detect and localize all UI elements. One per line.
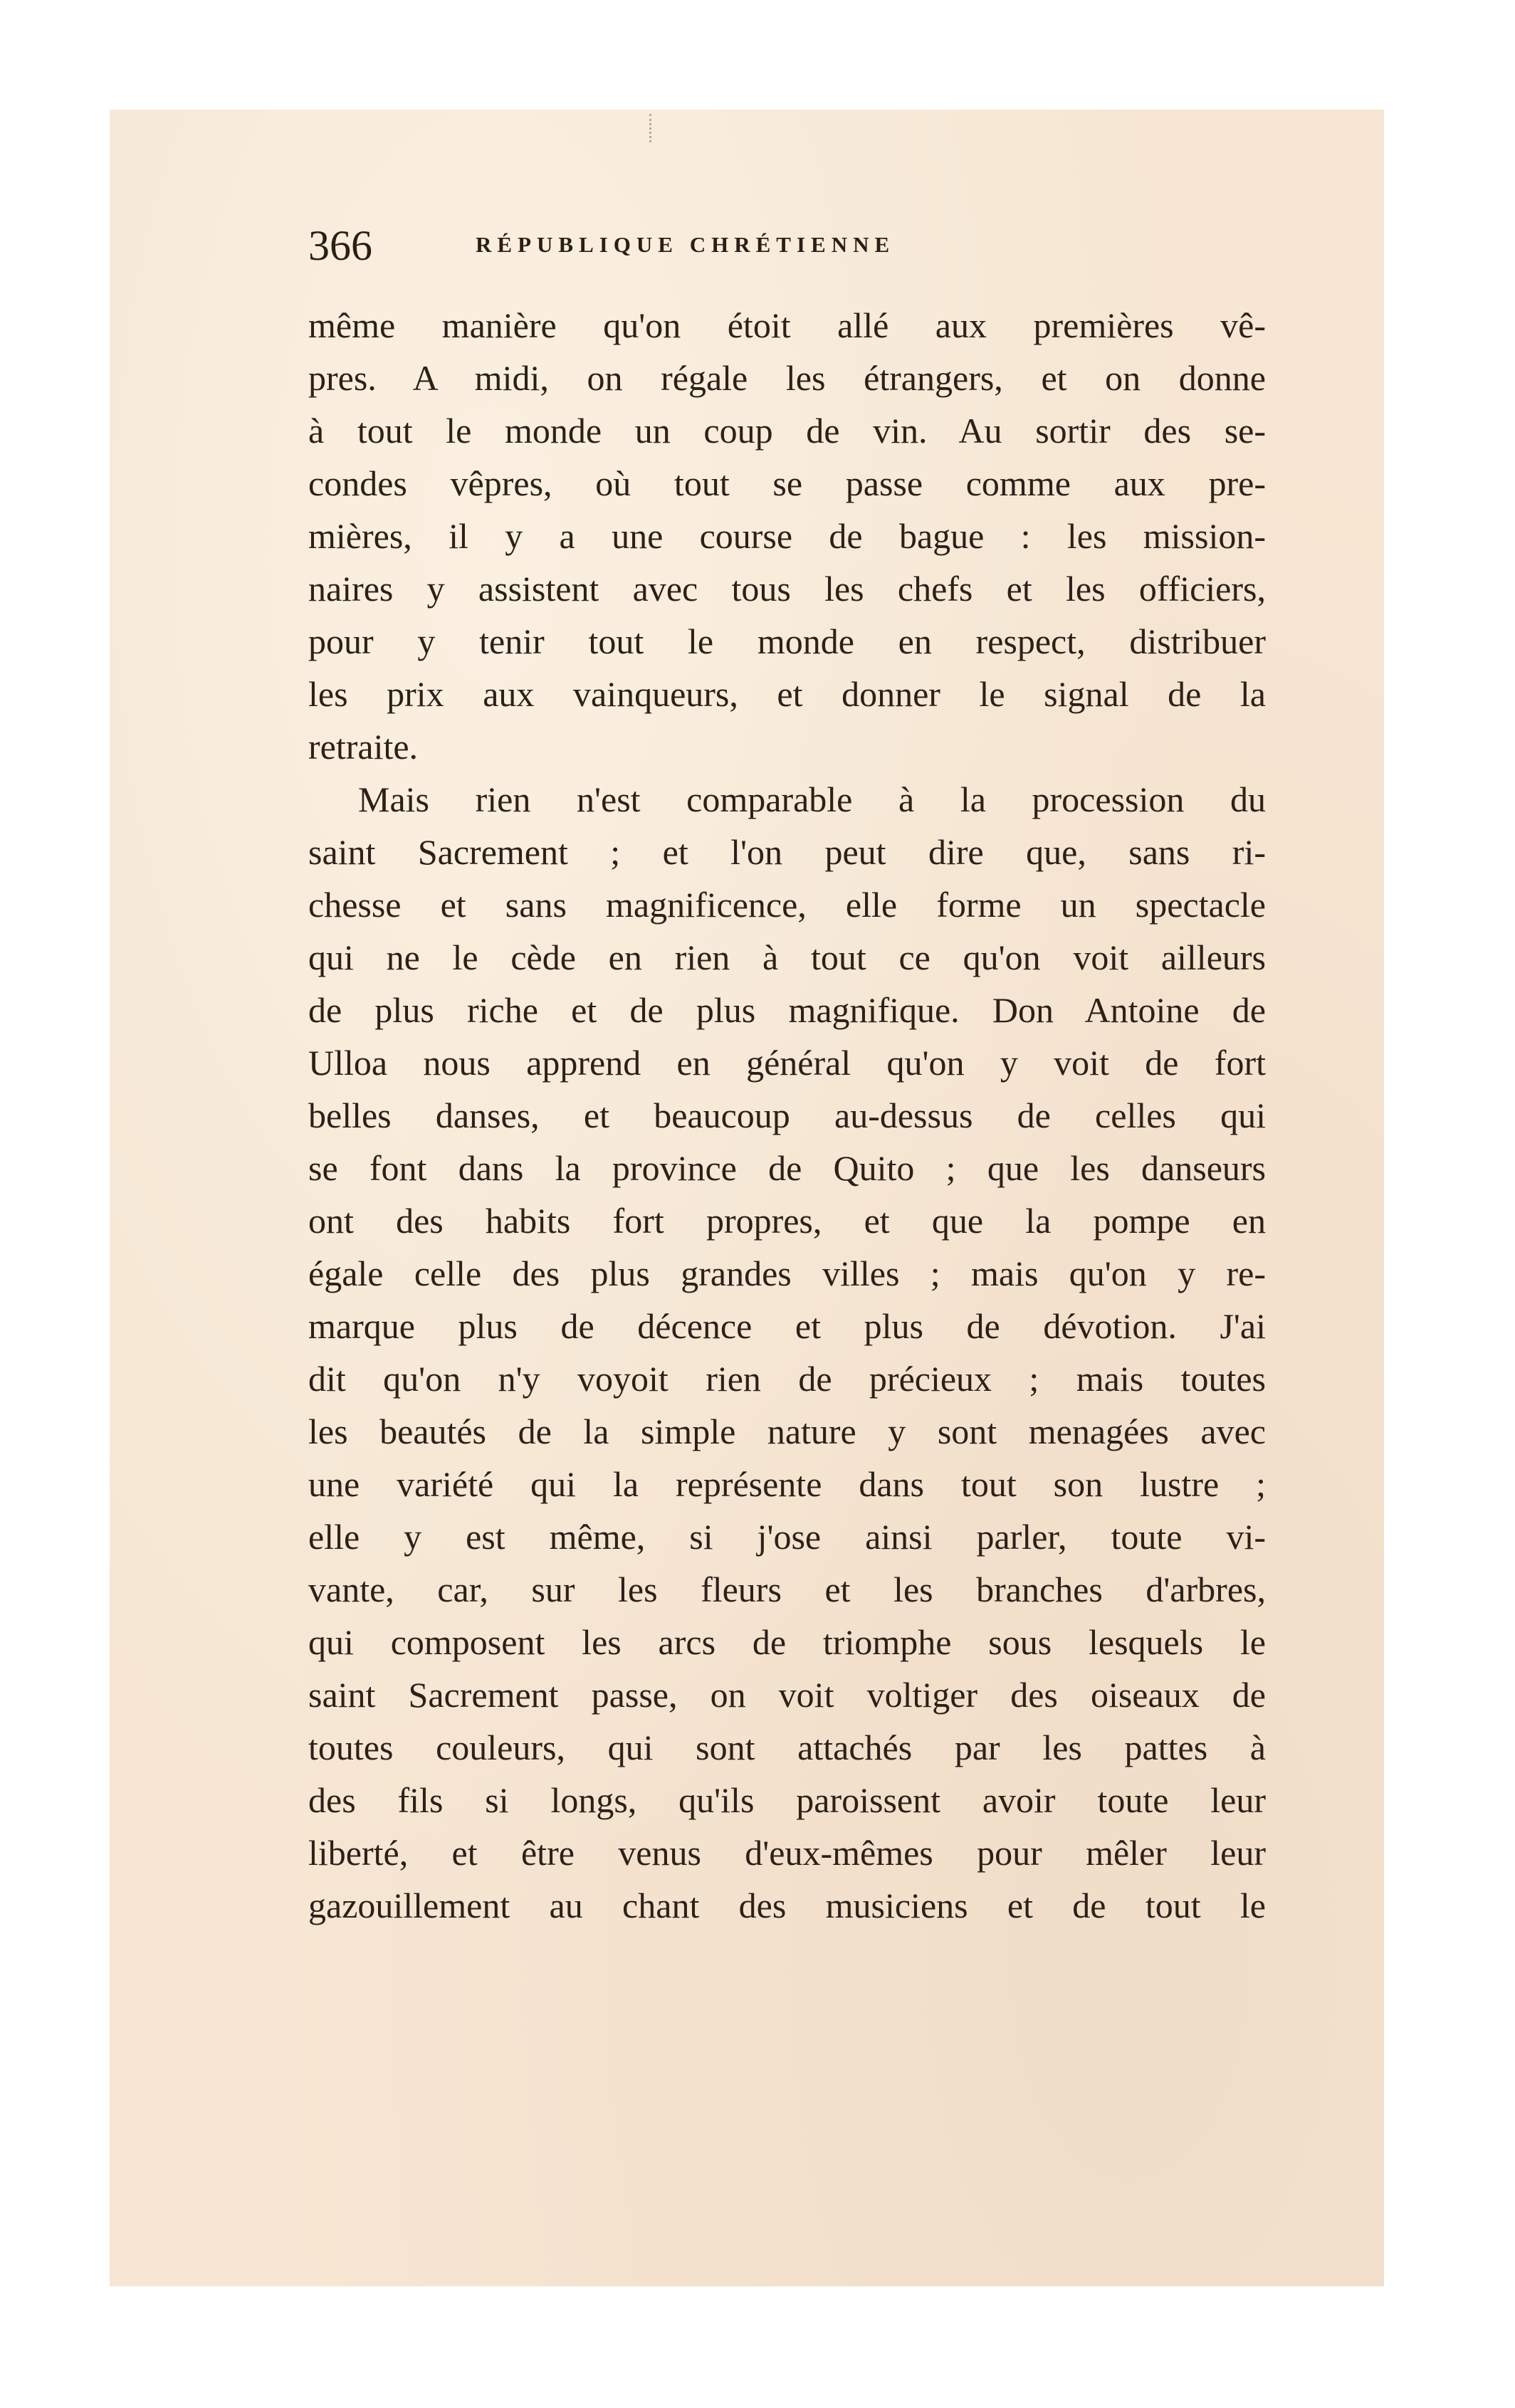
paragraph-end-line: retraite.	[308, 727, 419, 767]
text-line: se font dans la province de Quito ; que les danseurs	[308, 1148, 1266, 1188]
text-line: condes vêpres, où tout se passe comme aux pre-	[308, 463, 1266, 503]
text-line: toutes couleurs, qui sont attachés par les pattes à	[308, 1728, 1266, 1767]
text-line: chesse et sans magnificence, elle forme un spectacle	[308, 885, 1266, 925]
text-line: Ulloa nous apprend en général qu'on y voit de fort	[308, 1043, 1266, 1083]
running-title: RÉPUBLIQUE CHRÉTIENNE	[476, 232, 896, 257]
text-line: à tout le monde un coup de vin. Au sortir des se-	[308, 411, 1266, 451]
text-line: les beautés de la simple nature y sont menagées avec	[308, 1411, 1266, 1451]
text-line: elle y est même, si j'ose ainsi parler, toute vi-	[308, 1517, 1266, 1557]
text-line: belles danses, et beaucoup au-dessus de celles qui	[308, 1095, 1266, 1135]
text-line: dit qu'on n'y voyoit rien de précieux ; mais toutes	[308, 1359, 1266, 1399]
body-text	[308, 299, 1266, 1932]
text-line: pour y tenir tout le monde en respect, distribuer	[308, 621, 1266, 661]
text-line: mières, il y a une course de bague : les mission-	[308, 516, 1266, 556]
text-line: marque plus de décence et plus de dévotion. J'ai	[308, 1306, 1266, 1346]
text-line: qui ne le cède en rien à tout ce qu'on voit ailleurs	[308, 937, 1266, 977]
text-line: égale celle des plus grandes villes ; mais qu'on y re-	[308, 1253, 1266, 1293]
paragraph-start-line: Mais rien n'est comparable à la procession du	[358, 779, 1266, 819]
text-line: saint Sacrement ; et l'on peut dire que, sans ri-	[308, 832, 1266, 872]
text-line: ont des habits fort propres, et que la pompe en	[308, 1201, 1266, 1241]
text-line: qui composent les arcs de triomphe sous lesquels le	[308, 1622, 1266, 1662]
text-line: des fils si longs, qu'ils paroissent avoir toute leur	[308, 1780, 1266, 1820]
text-line: de plus riche et de plus magnifique. Don Antoine de	[308, 990, 1266, 1030]
text-line: vante, car, sur les fleurs et les branches d'arbres,	[308, 1570, 1266, 1609]
page-number: 366	[308, 222, 372, 269]
gutter-mark	[649, 114, 654, 142]
text-line: gazouillement au chant des musiciens et de tout le	[308, 1886, 1266, 1925]
text-line: une variété qui la représente dans tout son lustre ;	[308, 1464, 1266, 1504]
text-line: pres. A midi, on régale les étrangers, et on donne	[308, 358, 1266, 398]
text-line: les prix aux vainqueurs, et donner le signal de la	[308, 674, 1266, 714]
page-header	[308, 221, 1099, 270]
text-line: naires y assistent avec tous les chefs et les officiers,	[308, 569, 1266, 609]
text-line: liberté, et être venus d'eux-mêmes pour mêler leur	[308, 1833, 1266, 1873]
text-line: même manière qu'on étoit allé aux premières vê-	[308, 305, 1266, 345]
text-line: saint Sacrement passe, on voit voltiger des oiseaux de	[308, 1675, 1266, 1715]
